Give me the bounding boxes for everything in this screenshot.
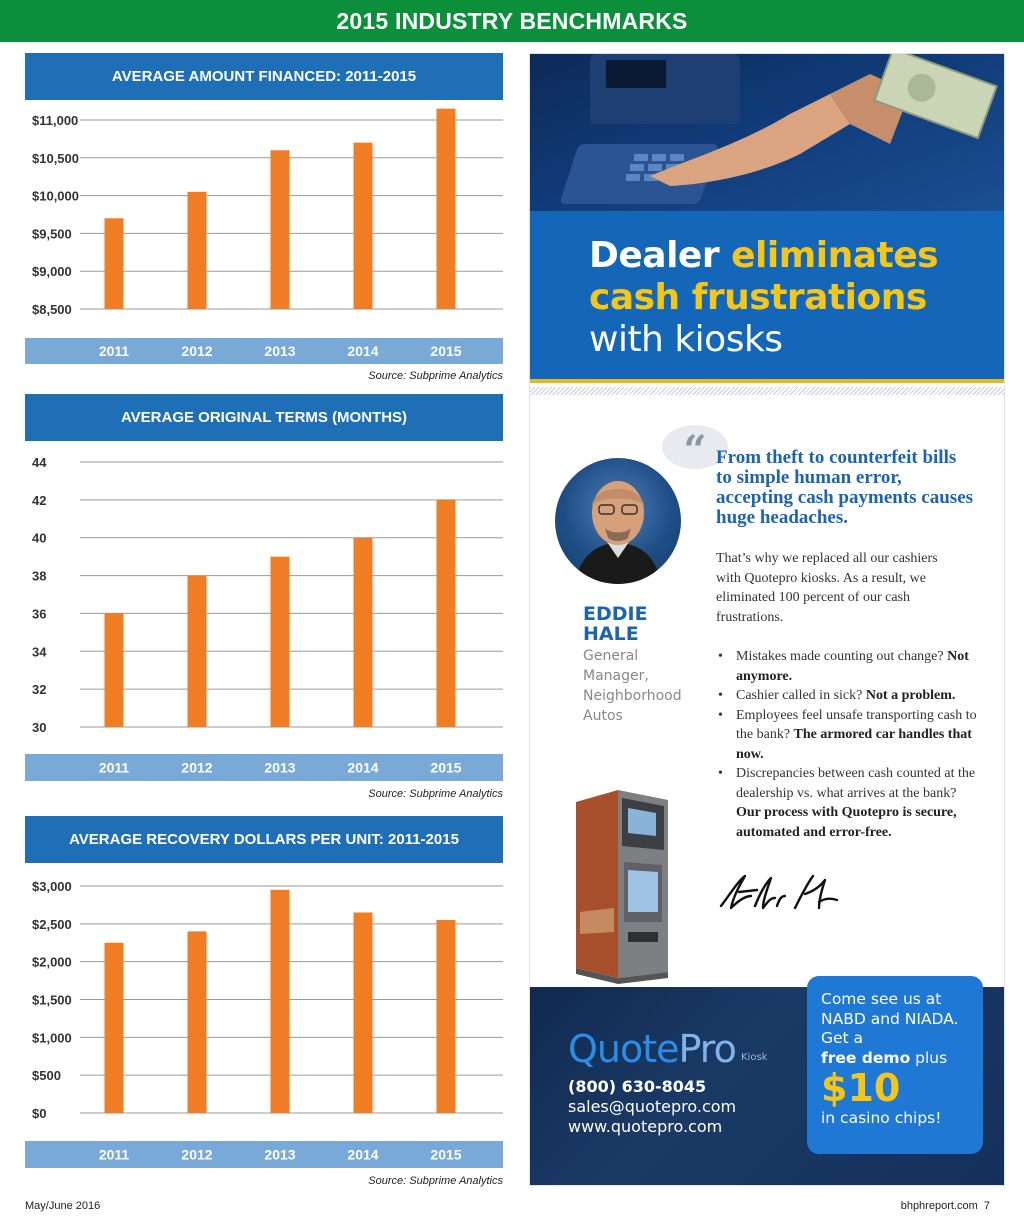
promo-text: Come see us at NABD and NIADA. Get a [821,990,959,1047]
chart-source: Source: Subprime Analytics [368,370,503,382]
promo-free-demo: free demo [821,1048,911,1067]
bar-2013 [271,557,290,727]
person-first-name: EDDIE [583,603,648,625]
x-tick-label: 2013 [264,759,296,776]
y-tick-label: 32 [32,682,47,698]
y-tick-label: 40 [32,530,47,546]
atm-photo [530,54,1005,211]
y-tick-label: $8,500 [32,302,72,317]
bar-2014 [354,143,373,309]
promo-plus: plus [910,1048,948,1067]
bar-2015 [437,109,456,309]
x-tick-label: 2015 [430,1146,462,1163]
bar-2013 [271,890,290,1113]
avatar [555,458,681,584]
kiosk-illustration [568,772,676,984]
logo-pro: Pro [678,1027,736,1071]
bar-2015 [437,920,456,1113]
contact-info [568,1077,736,1137]
y-tick-label: $10,000 [32,188,79,204]
y-tick-label: $1,500 [32,992,72,1008]
x-tick-label: 2015 [430,759,462,776]
footer-page-number: 7 [983,1200,990,1212]
x-tick-label: 2014 [347,343,379,359]
bar-2011 [105,943,124,1113]
bar-2013 [271,150,290,309]
chart-source: Source: Subprime Analytics [368,788,503,800]
bar-2014 [354,538,373,727]
bar-2015 [437,500,456,727]
bullet-bold: Our process with Quotepro is secure, automated and error-free. [736,805,957,840]
footer-site[interactable]: bhphreport.com [900,1200,978,1212]
chart-title-amount-financed: AVERAGE AMOUNT FINANCED: 2011-2015 [25,53,503,100]
bullet-text: Discrepancies between cash counted at the dealership vs. what arrives at the bank? [736,766,976,801]
headline-eliminates: eliminates [731,235,939,276]
y-tick-label: $500 [32,1068,61,1084]
bullet-text: Cashier called in sick? [736,688,866,703]
headline-dealer: Dealer [589,235,732,276]
logo-quote: Quote [568,1027,679,1071]
bullet-text: Mistakes made counting out change? [736,649,948,664]
list-item [716,686,978,706]
y-tick-label: $9,000 [32,264,72,280]
y-tick-label: $2,500 [32,916,72,932]
x-tick-label: 2015 [430,343,462,359]
bar-2012 [188,576,207,727]
y-tick-label: 30 [32,720,47,735]
bar-2012 [188,931,207,1113]
contact-phone[interactable]: (800) 630-8045 [568,1077,707,1096]
footer-issue: May/June 2016 [25,1200,101,1212]
y-tick-label: 38 [32,568,47,584]
bullet-bold: Not a problem. [865,688,956,703]
y-tick-label: $10,500 [32,150,79,166]
contact-email[interactable]: sales@quotepro.com [568,1097,737,1116]
page-banner: 2015 INDUSTRY BENCHMARKS [0,0,1024,42]
x-tick-label: 2012 [181,343,213,359]
person-name [583,604,648,644]
list-item [716,764,978,842]
gold-rule [530,379,1005,383]
bar-2011 [105,218,124,309]
x-tick-label: 2012 [181,1146,213,1163]
promo-amount: $10 [821,1066,901,1110]
bullet-text: Employees feel unsafe transporting cash to the bank? [736,707,977,742]
x-tick-label: 2011 [98,343,130,359]
chart-source: Source: Subprime Analytics [368,1175,503,1187]
y-tick-label: 36 [32,606,47,622]
ad-bullet-list [716,647,978,842]
logo-kiosk-label: Kiosk [741,1052,768,1063]
x-tick-label: 2014 [347,1146,379,1163]
y-tick-label: $0 [32,1106,47,1121]
footer-site-page [901,1200,990,1212]
ad-headline [589,235,938,361]
ad-pull-quote: From theft to counterfeit bills to simple human error, accepting cash payments causes huge headaches. [716,447,974,528]
bullet-bold: The armored car handles that now. [736,727,972,762]
x-tick-label: 2013 [264,343,296,359]
y-tick-label: $11,000 [32,113,79,128]
chart-amount-financed [25,100,503,366]
chart-recovery-dollars [25,863,503,1168]
promo-box[interactable] [807,976,983,1154]
bar-2011 [105,613,124,727]
chart-original-terms [25,441,503,782]
list-item [716,706,978,765]
headline-cash-frustrations: cash frustrations [589,277,927,318]
quote-mark-icon: “ [662,425,728,469]
y-tick-label: 34 [32,644,47,660]
portrait-illustration [555,458,681,584]
x-tick-label: 2013 [264,1146,296,1163]
bar-2012 [188,192,207,309]
quotepro-advertisement[interactable] [529,53,1005,1186]
y-tick-label: $1,000 [32,1030,72,1046]
x-tick-label: 2014 [347,759,379,776]
y-tick-label: 42 [32,492,47,508]
ad-body-text: That’s why we replaced all our cashiers with Quotepro kiosks. As a result, we eliminated 100 percent of our cash frustrations. [716,551,938,625]
person-last-name: HALE [583,623,639,645]
contact-website[interactable]: www.quotepro.com [568,1117,723,1136]
promo-casino-chips: in casino chips! [821,1109,942,1127]
quotepro-logo [568,1027,736,1071]
hatch-divider [530,387,1005,395]
atm-hand-illustration [530,54,1005,211]
x-tick-label: 2011 [98,1146,130,1163]
y-tick-label: $3,000 [32,879,72,894]
y-tick-label: $2,000 [32,954,72,970]
y-tick-label: 44 [32,455,47,470]
x-tick-label: 2011 [98,759,130,776]
signature [715,866,845,918]
bullet-bold: Not anymore. [736,649,969,684]
y-tick-label: $9,500 [32,226,72,242]
list-item [716,647,978,686]
x-tick-label: 2012 [181,759,213,776]
person-role: General Manager, Neighborhood Autos [583,648,682,724]
ad-headline-panel [530,211,1005,383]
headline-with-kiosks: with kiosks [589,319,783,360]
chart-title-recovery-dollars: AVERAGE RECOVERY DOLLARS PER UNIT: 2011-2015 [25,816,503,863]
bar-2014 [354,912,373,1113]
chart-title-original-terms: AVERAGE ORIGINAL TERMS (MONTHS) [25,394,503,441]
